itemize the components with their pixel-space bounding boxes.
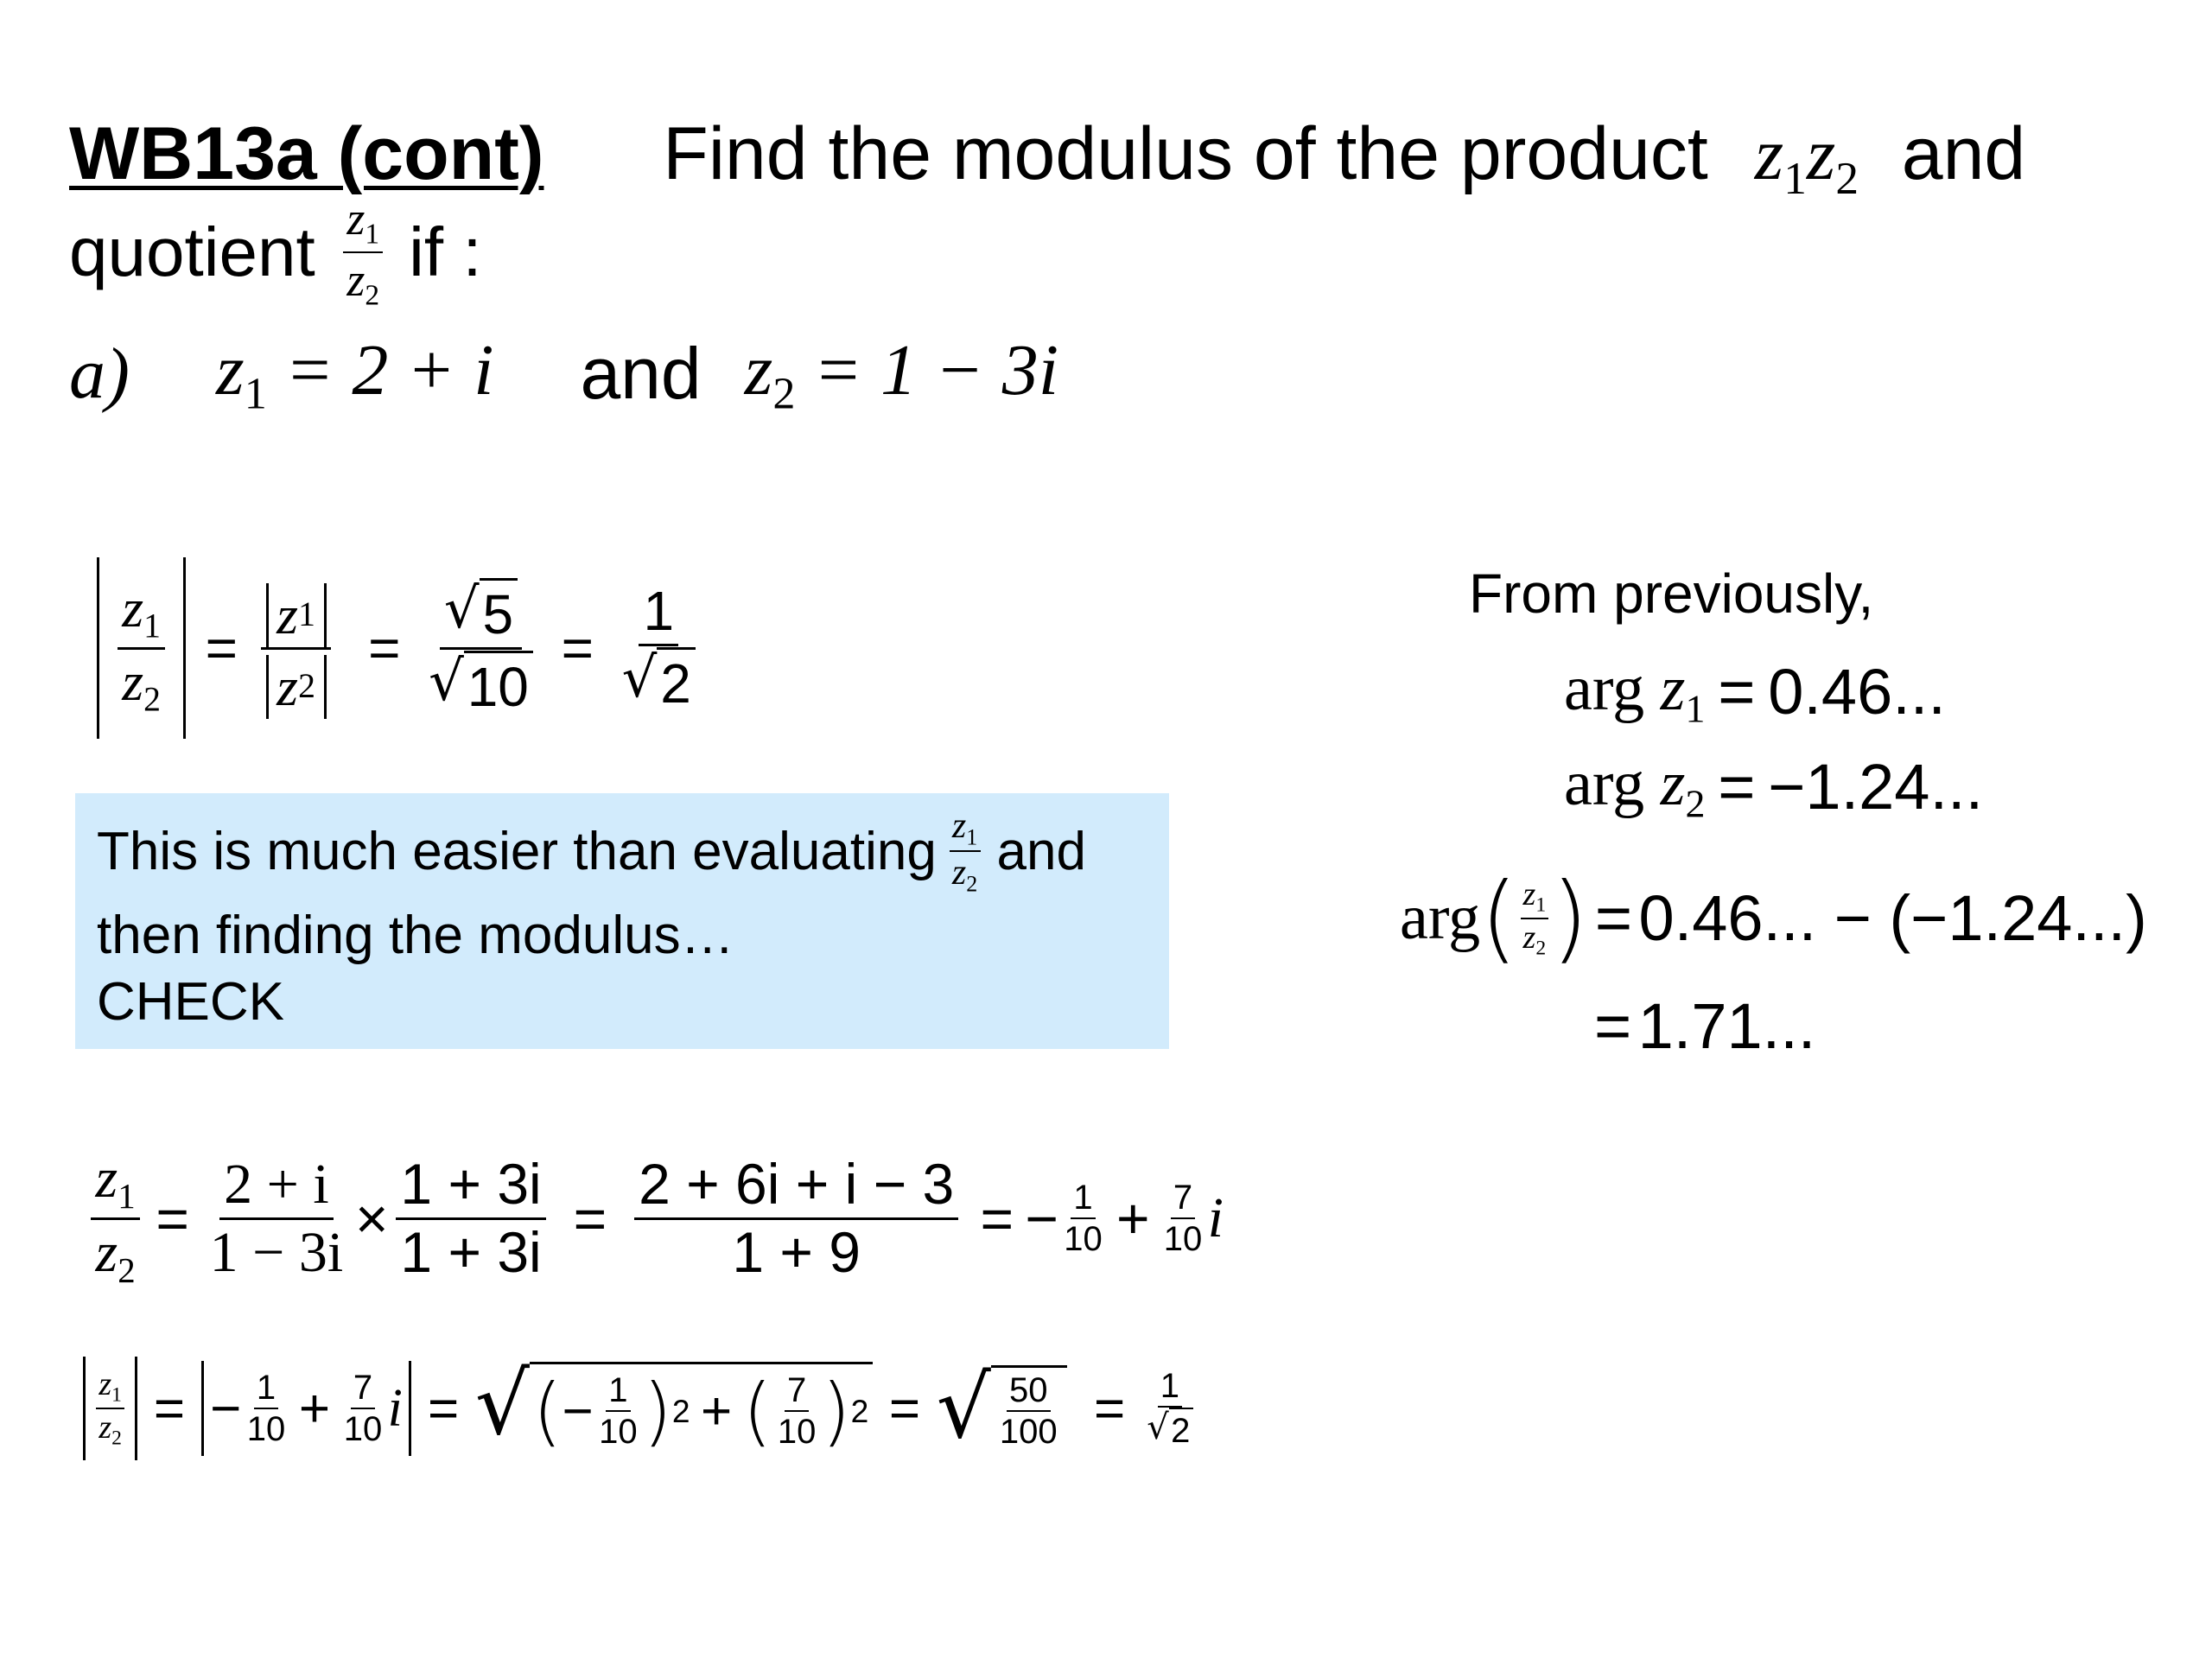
sqrt-fifty-over-hundred: √ $\frac{50}{100}$ [937, 1365, 1067, 1452]
note-line-2: then finding the modulus… [97, 906, 734, 965]
abs-ratio: z 1 z 2 [261, 577, 330, 718]
quotient-fraction: $\frac{z_1}{z_2}$ [343, 192, 383, 313]
modulus-calculation: $\frac{z_1}{z_2}$ = − $\frac{1}{10}$ + $\frac{7}{10}$ i = √ ( − $\frac{1}{10}$ ) 2 + ( $\frac{7}{10}$ ) 2 = √ $\frac{50}{100}$ = 1 √ 2 [83, 1348, 1198, 1469]
prompt-quotient: quotient [69, 213, 315, 291]
heading-line-2 [69, 192, 482, 313]
sqrt-ratio: √ 5 √ 10 [424, 577, 537, 720]
note-line-1: This is much easier than evaluating $\frac{z_1}{z_2}$ and [97, 805, 1086, 897]
heading-line-1 [69, 111, 2025, 205]
step-fraction-3: $\frac{2 + 6i + i - 3}{1 + 9}$ [634, 1152, 959, 1286]
and-word: and [580, 333, 702, 415]
step-fraction-2: $\frac{1 + 3i}{1 + 3i}$ [396, 1152, 546, 1286]
modulus-quotient-equation: $\frac{z_1}{z_2}$ = z 1 z 2 = √ 5 √ 10 = 1 √ 2 [97, 553, 704, 743]
arg-z2-line: arg $z_2$ = −1.24... [1564, 748, 1984, 826]
part-a-line [69, 328, 1058, 420]
arg-z1-line: arg $z_1$ = 0.46... [1564, 653, 1946, 731]
note-quotient-fraction: $\frac{z_1}{z_2}$ [950, 805, 981, 898]
prompt-if: if : [409, 213, 482, 291]
part-label: a) [69, 334, 130, 415]
prompt-text: Find the modulus of the product [663, 112, 1708, 195]
sqrt-sum-of-squares: √ ( − $\frac{1}{10}$ ) 2 + ( $\frac{7}{10}$ ) 2 [475, 1362, 873, 1454]
z2-definition: $z_2 = 1 - 3i$ [744, 330, 1059, 419]
note-line-3: CHECK [97, 972, 285, 1032]
worked-example-code: WB13a (cont) [69, 112, 544, 195]
step-fraction-1: $\frac{2 + i}{1 - 3i}$ [209, 1152, 344, 1284]
check-calculation: $\frac{z_1}{z_2}$ = $\frac{2 + i}{1 - 3i}$ × $\frac{1 + 3i}{1 + 3i}$ = $\frac{2 + 6i + i - 3}{1 + 9}$ = − $\frac{1}{10}$ + $\frac{7}{10}$ i [86, 1132, 1224, 1305]
z1-definition: $z_1 = 2 + i$ [215, 330, 494, 419]
arg-result-line: = 1.71... [1594, 990, 1816, 1062]
from-previously-heading: From previously, [1469, 563, 1874, 625]
abs-quotient: $\frac{z_1}{z_2}$ [97, 557, 186, 739]
result-fraction: 1 √ 2 [617, 580, 700, 716]
prompt-and: and [1901, 112, 2026, 195]
arg-quotient-line: arg ( $\frac{z_1}{z_2}$ ) = 0.46... − (−1.24...) [1400, 862, 2147, 974]
product-z1z2: $z_1z_2$ [1754, 112, 1859, 205]
